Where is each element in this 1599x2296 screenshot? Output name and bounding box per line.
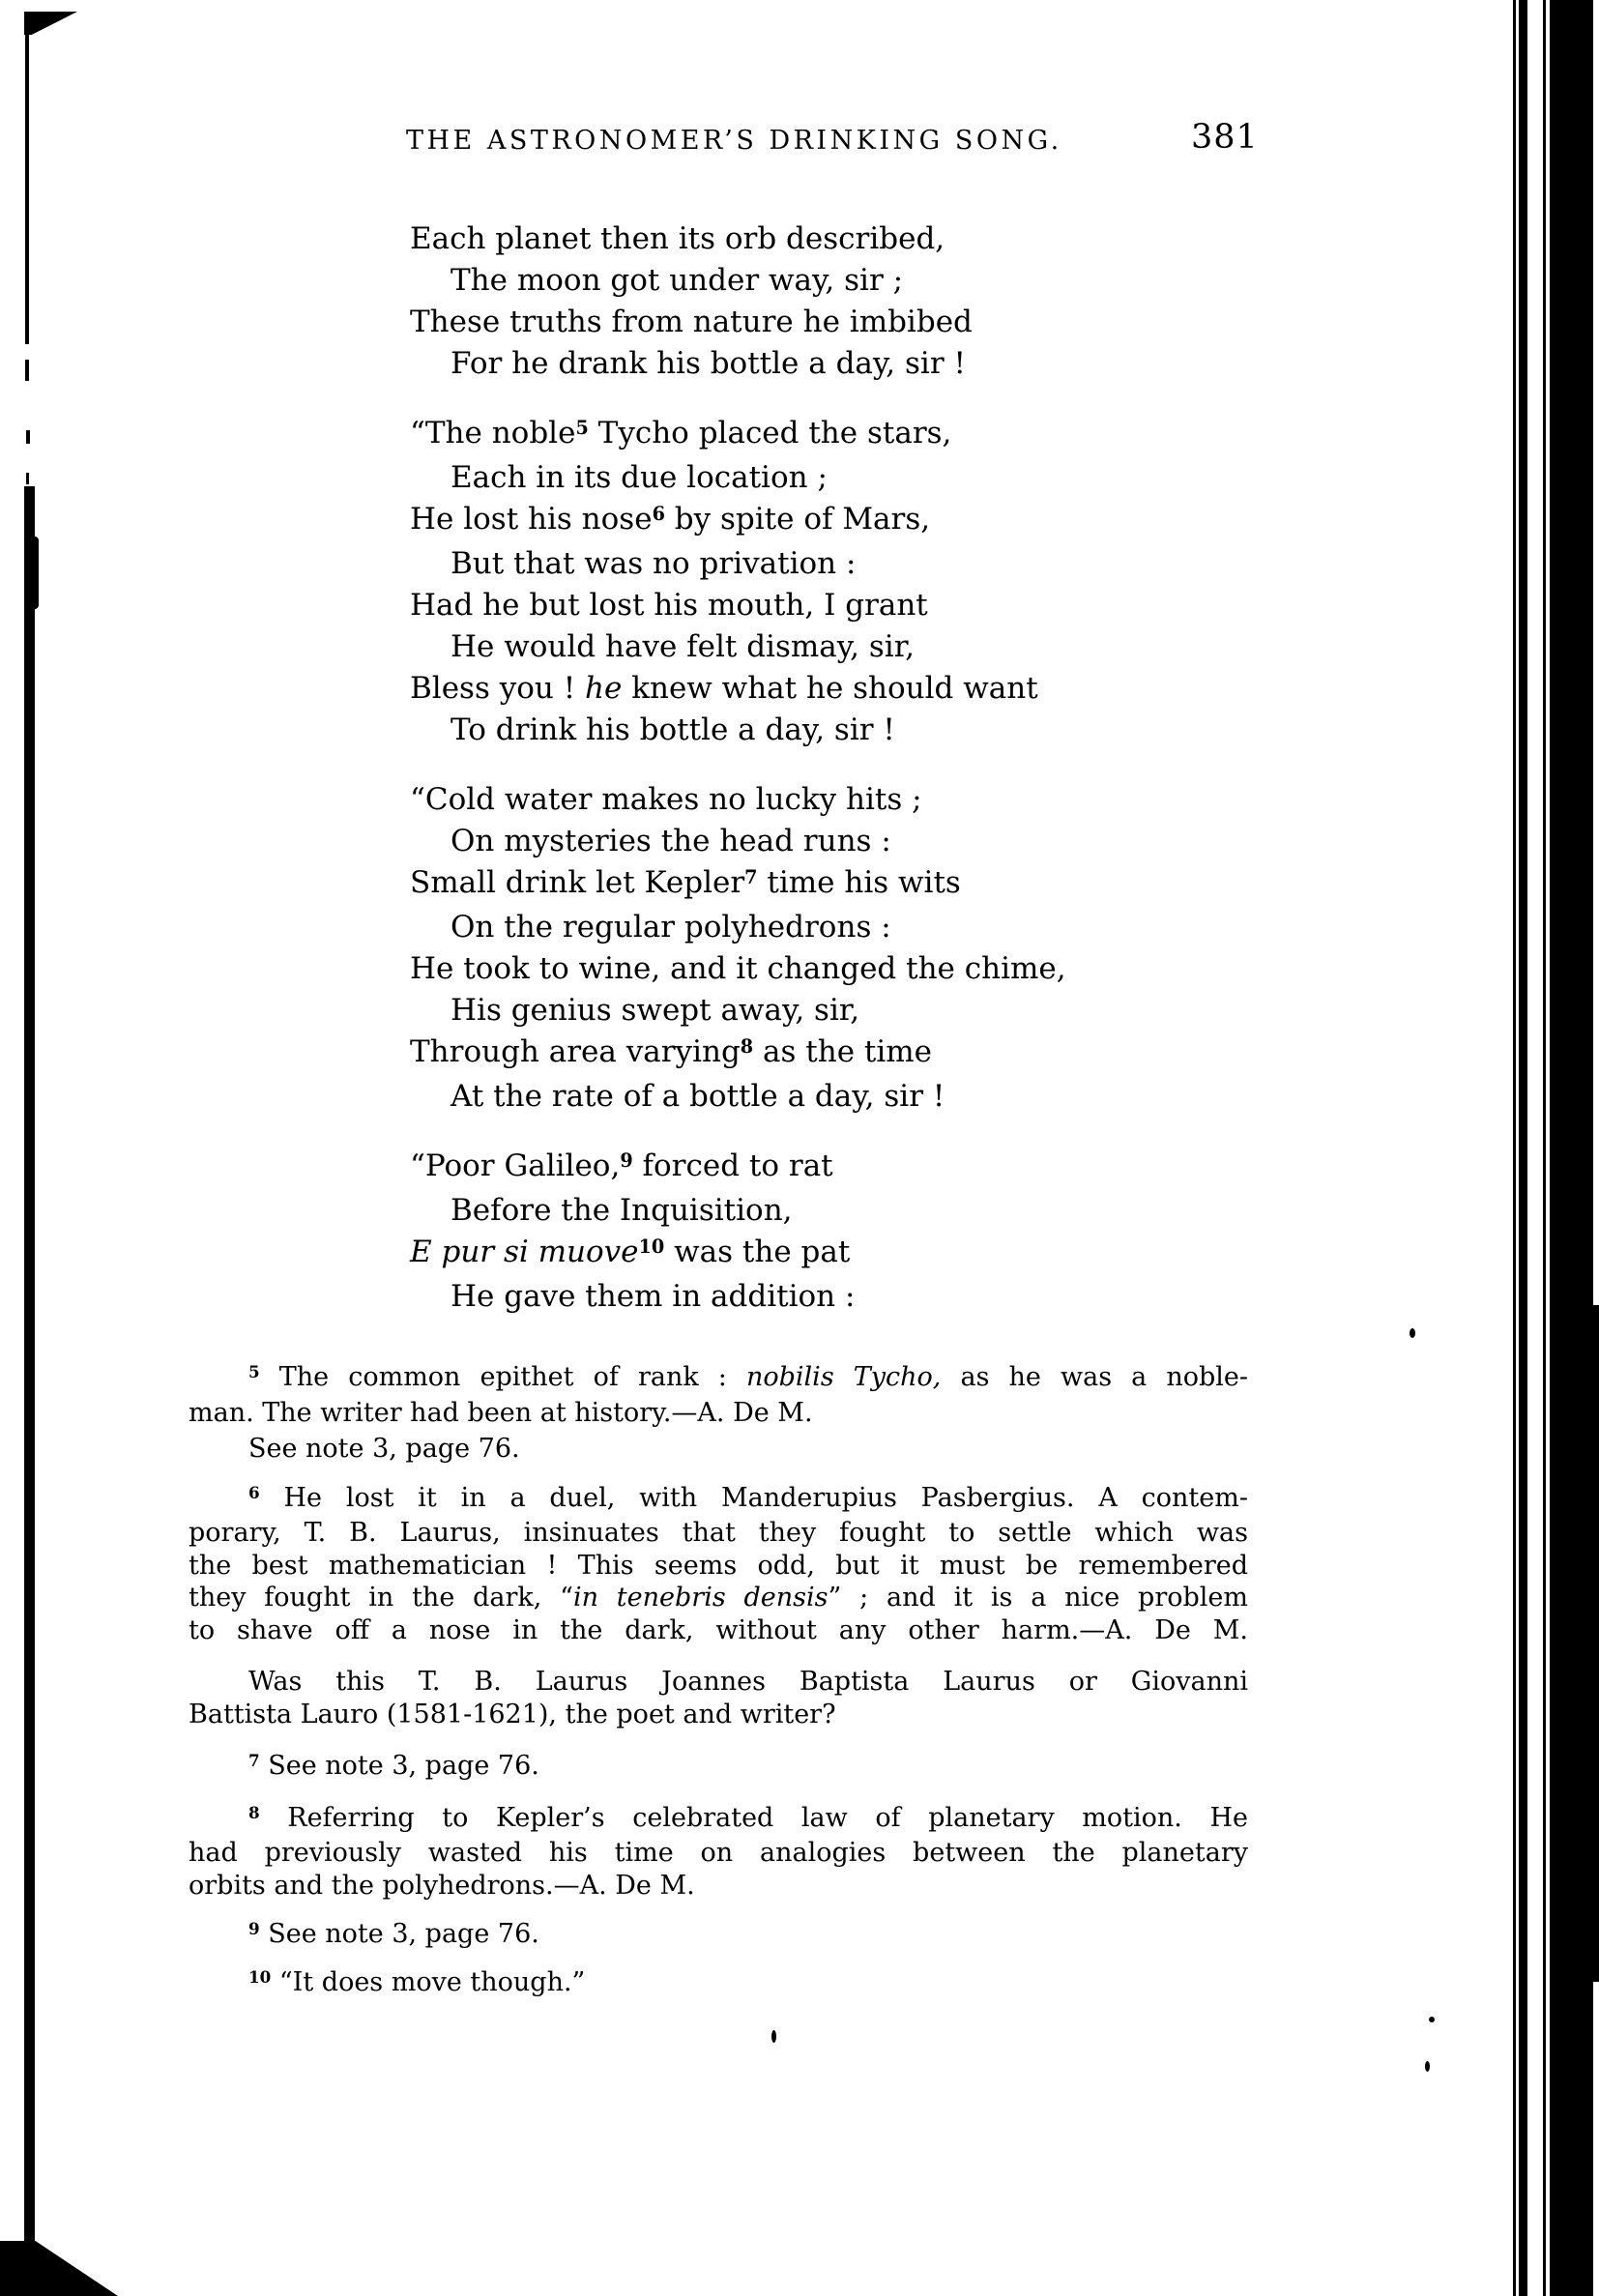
text-run: On mysteries the head runs : bbox=[451, 824, 891, 858]
poem-line bbox=[410, 1032, 1183, 1076]
poem-line bbox=[410, 907, 1183, 948]
footnote-line bbox=[189, 1397, 1248, 1430]
text-run: as he was a noble- bbox=[941, 1362, 1249, 1392]
poem-line bbox=[410, 821, 1183, 862]
poem-line bbox=[410, 1190, 1183, 1232]
footnote-line bbox=[189, 1433, 1248, 1466]
scan-speck bbox=[771, 2030, 776, 2043]
poem-line bbox=[410, 218, 1183, 260]
footnote-line bbox=[189, 1582, 1248, 1614]
footnote-marker: 6 bbox=[248, 1482, 260, 1502]
footnote-paragraph bbox=[189, 1802, 1248, 1903]
poem-line bbox=[410, 668, 1183, 710]
footnote-line bbox=[189, 1666, 1248, 1699]
text-run: “Cold water makes no lucky hits ; bbox=[410, 782, 922, 817]
text-run: Each planet then its orb described, bbox=[410, 221, 945, 256]
footnote-line bbox=[189, 1802, 1248, 1838]
scan-artifact-left-line bbox=[25, 360, 29, 381]
text-run: had previously wasted his time on analogies between the planetary bbox=[189, 1838, 1248, 1868]
poem-stanza bbox=[410, 413, 1183, 751]
footnote-line bbox=[189, 1482, 1248, 1518]
scan-artifact-left-line bbox=[25, 33, 29, 344]
text-run: He lost it in a duel, with Manderupius Pasbergius. A contem- bbox=[259, 1482, 1248, 1513]
text-run: “The noble bbox=[410, 416, 576, 450]
poem-line bbox=[410, 1276, 1183, 1318]
footnote-line bbox=[189, 1918, 1248, 1954]
footnote-marker: 10 bbox=[248, 1966, 272, 1987]
text-run: These truths from nature he imbibed bbox=[410, 305, 973, 339]
text-run: E pur si muove bbox=[410, 1235, 639, 1269]
scan-artifact-left-line bbox=[26, 430, 30, 444]
text-run: in tenebris densis bbox=[572, 1583, 829, 1613]
footnote-paragraph bbox=[189, 1666, 1248, 1730]
text-run: knew what he should want bbox=[622, 671, 1038, 706]
poem-stanza bbox=[410, 779, 1183, 1118]
footnote-paragraph bbox=[189, 1361, 1248, 1429]
text-run: See note 3, page 76. bbox=[259, 1919, 539, 1949]
poem-line bbox=[410, 585, 1183, 626]
footnote-line bbox=[189, 1517, 1248, 1550]
text-run: The common epithet of rank : bbox=[259, 1362, 746, 1392]
scan-speck bbox=[1410, 1328, 1415, 1338]
text-run: He gave them in addition : bbox=[451, 1279, 856, 1314]
text-run: Small drink let Kepler bbox=[410, 865, 745, 900]
poem bbox=[410, 218, 1183, 1346]
poem-line bbox=[410, 543, 1183, 585]
poem-line bbox=[410, 710, 1183, 751]
scan-artifact-right-line bbox=[1513, 0, 1516, 2296]
text-run: Referring to Kepler’s celebrated law of planetary motion. He bbox=[259, 1802, 1248, 1833]
poem-line bbox=[410, 302, 1183, 343]
text-run: as the time bbox=[753, 1034, 933, 1069]
text-run: “Poor Galileo, bbox=[410, 1148, 621, 1183]
text-run: by spite of Mars, bbox=[664, 502, 931, 537]
page-number: 381 bbox=[1191, 118, 1259, 157]
poem-line bbox=[410, 1146, 1183, 1190]
text-run: At the rate of a bottle a day, sir ! bbox=[451, 1079, 945, 1114]
footnote-paragraph bbox=[189, 1966, 1248, 2002]
footnote-paragraph bbox=[189, 1433, 1248, 1466]
scan-artifact-left-line bbox=[26, 473, 29, 484]
text-run: The moon got under way, sir ; bbox=[451, 263, 904, 298]
footnote-paragraph bbox=[189, 1750, 1248, 1786]
footnotes bbox=[189, 1361, 1248, 2001]
text-run: To drink his bottle a day, sir ! bbox=[451, 712, 895, 747]
poem-stanza bbox=[410, 218, 1183, 385]
footnote-marker: 8 bbox=[740, 1035, 754, 1059]
text-run: For he drank his bottle a day, sir ! bbox=[451, 346, 966, 381]
poem-line bbox=[410, 457, 1183, 499]
scan-artifact-binding-bulge bbox=[1593, 1305, 1599, 1982]
text-run: they fought in the dark, “ bbox=[189, 1583, 573, 1613]
footnote-marker: 8 bbox=[248, 1802, 260, 1822]
scan-artifact-binding-shadow-bar bbox=[1550, 0, 1593, 2296]
footnote-line bbox=[189, 1750, 1248, 1786]
scan-speck bbox=[1425, 2061, 1430, 2072]
footnote-marker: 6 bbox=[652, 503, 665, 526]
text-run: he bbox=[585, 671, 623, 706]
text-run: Battista Lauro (1581-1621), the poet and writer? bbox=[189, 1699, 836, 1729]
scan-artifact-left-bar bbox=[24, 486, 35, 2296]
footnote-marker: 5 bbox=[248, 1362, 260, 1382]
text-run: See note 3, page 76. bbox=[248, 1434, 520, 1464]
scan-artifact-left-bar-bulge bbox=[33, 537, 39, 609]
footnote-line bbox=[189, 1870, 1248, 1903]
text-run: forced to rat bbox=[632, 1148, 833, 1183]
text-run: was the pat bbox=[664, 1235, 851, 1269]
poem-line bbox=[410, 1232, 1183, 1276]
text-run: Had he but lost his mouth, I grant bbox=[410, 588, 928, 623]
text-run: “It does move though.” bbox=[271, 1966, 586, 1997]
poem-line bbox=[410, 862, 1183, 907]
scan-artifact-top-left-wedge bbox=[24, 12, 77, 35]
poem-line bbox=[410, 499, 1183, 543]
text-run: orbits and the polyhedrons.—A. De M. bbox=[189, 1870, 695, 1901]
footnote-paragraph bbox=[189, 1482, 1248, 1647]
footnote-line bbox=[189, 1361, 1248, 1397]
running-title: THE ASTRONOMER’S DRINKING SONG. bbox=[406, 126, 1062, 156]
text-run: Before the Inquisition, bbox=[451, 1193, 793, 1228]
text-run: time his wits bbox=[757, 865, 961, 900]
footnote-marker: 7 bbox=[744, 866, 758, 889]
text-run: But that was no privation : bbox=[451, 546, 857, 581]
poem-line bbox=[410, 260, 1183, 302]
text-run: See note 3, page 76. bbox=[259, 1751, 539, 1781]
poem-line bbox=[410, 343, 1183, 385]
footnote-line bbox=[189, 1837, 1248, 1870]
scan-artifact-right-line bbox=[1519, 0, 1527, 2296]
text-run: ” ; and it is a nice problem bbox=[828, 1583, 1248, 1613]
text-run: He took to wine, and it changed the chime, bbox=[410, 951, 1066, 986]
footnote-marker: 9 bbox=[248, 1919, 260, 1939]
footnote-line bbox=[189, 1699, 1248, 1731]
footnote-line bbox=[189, 1550, 1248, 1583]
footnote-paragraph bbox=[189, 1918, 1248, 1954]
text-run: the best mathematician ! This seems odd, but it must be remembered bbox=[189, 1550, 1248, 1581]
text-run: man. The writer had been at history.—A. De M. bbox=[189, 1397, 813, 1428]
footnote-marker: 7 bbox=[248, 1751, 260, 1771]
footnote-marker: 9 bbox=[620, 1149, 633, 1173]
footnote-line bbox=[189, 1966, 1248, 2002]
text-run: nobilis Tycho, bbox=[745, 1362, 942, 1392]
scan-artifact-bottom-left-wedge bbox=[0, 2241, 118, 2296]
text-run: Tycho placed the stars, bbox=[588, 416, 952, 450]
text-run: He would have felt dismay, sir, bbox=[451, 629, 915, 664]
poem-line bbox=[410, 1076, 1183, 1118]
scan-artifact-right-line bbox=[1543, 0, 1546, 2296]
poem-line bbox=[410, 948, 1183, 990]
text-run: Each in its due location ; bbox=[451, 460, 828, 495]
text-run: to shave off a nose in the dark, without any other harm.—A. De M. bbox=[189, 1614, 1248, 1645]
poem-stanza bbox=[410, 1146, 1183, 1318]
text-run: On the regular polyhedrons : bbox=[451, 910, 891, 945]
poem-line bbox=[410, 626, 1183, 668]
poem-line bbox=[410, 779, 1183, 821]
footnote-marker: 10 bbox=[638, 1235, 665, 1259]
footnote-line bbox=[189, 1614, 1248, 1647]
text-run: Bless you ! bbox=[410, 671, 586, 706]
text-run: His genius swept away, sir, bbox=[451, 993, 860, 1028]
scan-speck bbox=[1429, 2017, 1435, 2022]
poem-line bbox=[410, 413, 1183, 457]
footnote-marker: 5 bbox=[575, 417, 589, 440]
text-run: He lost his nose bbox=[410, 502, 653, 537]
poem-line bbox=[410, 990, 1183, 1032]
text-run: Was this T. B. Laurus Joannes Baptista Laurus or Giovanni bbox=[248, 1667, 1248, 1697]
text-run: Through area varying bbox=[410, 1034, 741, 1069]
text-run: porary, T. B. Laurus, insinuates that they fought to settle which was bbox=[189, 1518, 1248, 1548]
